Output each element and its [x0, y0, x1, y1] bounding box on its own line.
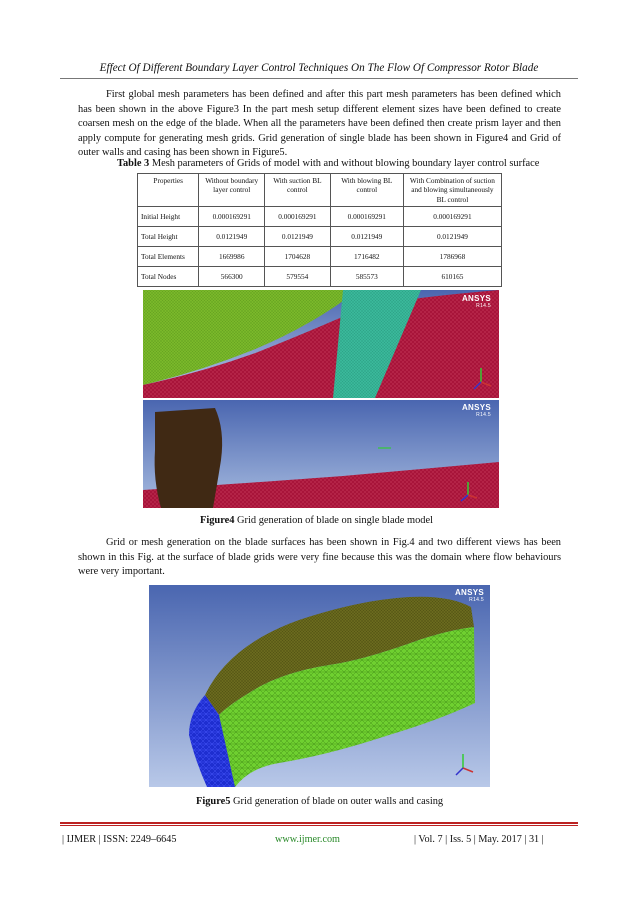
figure5-caption-label: Figure5	[196, 796, 231, 807]
table-cell: 579554	[265, 267, 331, 287]
table-header-cell: With suction BL control	[265, 174, 331, 207]
mesh-parameters-table	[137, 173, 502, 287]
table-cell: 0.0121949	[265, 227, 331, 247]
table-cell: 610165	[403, 267, 501, 287]
table-caption	[117, 158, 539, 169]
table-cell: 0.0121949	[330, 227, 403, 247]
table-cell: 0.000169291	[403, 207, 501, 227]
table-cell: 566300	[199, 267, 265, 287]
table-row	[138, 247, 502, 267]
figure4-caption	[200, 515, 433, 526]
header-rule	[60, 78, 578, 79]
table-cell: Total Nodes	[138, 267, 199, 287]
table-cell: 1786968	[403, 247, 501, 267]
table-row	[138, 207, 502, 227]
figure5-caption-text: Grid generation of blade on outer walls and casing	[230, 796, 444, 807]
table-cell: Initial Height	[138, 207, 199, 227]
ansys-logo-text: ANSYS	[461, 294, 491, 303]
paragraph-1-text: First global mesh parameters has been defined and after this part mesh parameters has been defined which has been shown in the above Figure3 In the part mesh setup different element sizes have been defined to create coarsen mesh on the edge of the blade. When all the parameters have been defined then create prism layer and then apply compute for generating mesh grids. Grid generation of single blade has been shown in Figure4 and Grid of outer walls and casing has been shown in Figure5.	[78, 89, 561, 159]
figure4-caption-label: Figure4	[200, 515, 235, 526]
ansys-logo-text: ANSYS	[454, 588, 484, 597]
table-header-cell: Without boundary layer control	[199, 174, 265, 207]
table-cell: Total Height	[138, 227, 199, 247]
table-cell: Total Elements	[138, 247, 199, 267]
running-header: Effect Of Different Boundary Layer Control Techniques On The Flow Of Compressor Rotor Blade	[99, 62, 539, 74]
body-paragraph-2	[78, 536, 561, 580]
figure5-caption	[196, 796, 443, 807]
figure5-mesh-image	[149, 585, 490, 787]
ansys-logo	[455, 588, 484, 603]
table-cell: 1704628	[265, 247, 331, 267]
table-cell: 585573	[330, 267, 403, 287]
figure4-caption-text: Grid generation of blade on single blade model	[234, 515, 433, 526]
table-row	[138, 227, 502, 247]
ansys-logo-version: R14.5	[476, 412, 491, 418]
figure4-render	[143, 290, 499, 508]
footer-rule	[60, 822, 578, 824]
table-cell: 0.0121949	[403, 227, 501, 247]
figure5-render	[149, 585, 490, 787]
ansys-logo	[462, 294, 491, 309]
table-row	[138, 267, 502, 287]
table-cell: 0.0121949	[199, 227, 265, 247]
table-cell: 0.000169291	[199, 207, 265, 227]
footer-journal: | IJMER | ISSN: 2249–6645	[62, 834, 177, 845]
table-cell: 1716482	[330, 247, 403, 267]
table-cell: 0.000169291	[265, 207, 331, 227]
ansys-logo-text: ANSYS	[461, 403, 491, 412]
ansys-logo-version: R14.5	[469, 597, 484, 603]
footer-volume: | Vol. 7 | Iss. 5 | May. 2017 | 31 |	[414, 834, 544, 845]
table-header-row	[138, 174, 502, 207]
table-caption-label: Table 3	[117, 158, 150, 169]
table-header-cell: With blowing BL control	[330, 174, 403, 207]
table-cell: 1669986	[199, 247, 265, 267]
table-caption-text: Mesh parameters of Grids of model with and without blowing boundary layer control surface	[149, 158, 540, 169]
footer-rule-thin	[60, 825, 578, 826]
footer-website-link[interactable]: www.ijmer.com	[275, 834, 340, 845]
table-header-cell: With Combination of suction and blowing simultaneously BL control	[403, 174, 501, 207]
body-paragraph-1	[78, 88, 561, 161]
paragraph-2-text: Grid or mesh generation on the blade surfaces has been shown in Fig.4 and two different views has been shown in this Fig. at the surface of blade grids were very fine because this was the domain where flow behaviours were very important.	[78, 537, 561, 578]
ansys-logo-version: R14.5	[476, 303, 491, 309]
ansys-logo	[462, 403, 491, 418]
table-header-cell: Properties	[138, 174, 199, 207]
figure4-mesh-image	[143, 290, 499, 508]
table-cell: 0.000169291	[330, 207, 403, 227]
